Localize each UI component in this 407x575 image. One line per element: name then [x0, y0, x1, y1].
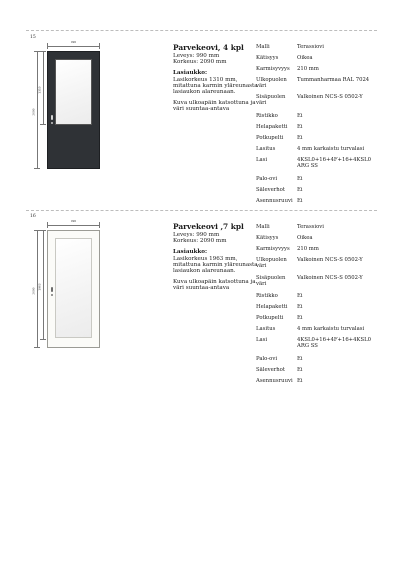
spec-value: Terassiovi: [297, 44, 324, 50]
glazing-text: Lasikorkeus 1963 mm, mitattuna karmin yläreunasta lasiaukon alareunaan.: [173, 255, 258, 275]
spec-label: Karmisyvyys: [256, 66, 290, 72]
door-drawing: [31, 219, 100, 348]
spec-label: Malli: [256, 44, 270, 50]
spec-value: Ei: [297, 187, 303, 193]
door-leaf: [47, 230, 100, 348]
spec-label: Ristikko: [256, 293, 278, 299]
door-height: Korkeus: 2090 mm: [173, 238, 227, 245]
spec-value: 210 mm: [297, 66, 319, 72]
spec-value: Oikea: [297, 55, 313, 61]
glass-height-label: 1963: [37, 283, 42, 291]
door-summary: [173, 223, 265, 292]
spec-value: 4 mm karkaistu turvalasi: [297, 146, 365, 152]
spec-label: Asennusruuvi: [256, 198, 293, 204]
spec-value: Ei: [297, 113, 303, 119]
spec-label: Kätisyys: [256, 55, 279, 61]
glazing-text: Lasikorkeus 1310 mm, mitattuna karmin yläreunasta lasiaukon alareunaan.: [173, 76, 258, 96]
spec-label: Lasi: [256, 157, 268, 163]
glazing-heading: Lasiaukko:: [173, 70, 208, 77]
spec-label: Helapaketti: [256, 124, 288, 130]
spec-label: Ristikko: [256, 113, 278, 119]
item-number: 15: [30, 35, 36, 40]
spec-value: Ei: [297, 378, 303, 384]
keyhole-icon: [51, 294, 53, 296]
glass-height-dimension: [39, 51, 47, 125]
height-dimension-label: 2090: [31, 287, 36, 295]
spec-value: Ei: [297, 124, 303, 130]
glazing-heading: Lasiaukko:: [173, 249, 208, 256]
spec-value: 210 mm: [297, 246, 319, 252]
width-dimension-label: 990: [70, 219, 77, 223]
height-dimension-label: 2090: [31, 108, 36, 116]
width-dimension: [47, 220, 100, 228]
door-title: Parvekeovi ,7 kpl: [173, 222, 244, 231]
item-number: 16: [30, 214, 36, 219]
spec-value: Ei: [297, 293, 303, 299]
spec-value: 4KSL0+16+4F+16+4KSL0 ARG SS: [297, 337, 371, 349]
door-title: Parvekeovi, 4 kpl: [173, 43, 244, 52]
spec-label: Lasitus: [256, 146, 276, 152]
spec-label: Asennusruuvi: [256, 378, 293, 384]
glass-height-label: 1310: [37, 86, 42, 94]
spec-value: Ei: [297, 135, 303, 141]
spec-label: Potkupelti: [256, 315, 284, 321]
spec-value: Tummanharmaa RAL 7024: [297, 77, 370, 83]
spec-value: Ei: [297, 356, 303, 362]
section-divider: [26, 210, 377, 211]
door-drawing: [31, 40, 100, 169]
door-height: Korkeus: 2090 mm: [173, 59, 227, 66]
spec-value: Valkoinen NCS-S 0502-Y: [297, 275, 363, 281]
width-dimension-label: 990: [70, 40, 77, 44]
spec-value: Oikea: [297, 235, 313, 241]
door-width: Leveys: 990 mm: [173, 232, 220, 238]
spec-label: Karmisyvyys: [256, 246, 290, 252]
door-width: Leveys: 990 mm: [173, 53, 220, 59]
spec-label: Sisäpuolen väri: [256, 275, 286, 287]
door-glass-panel-icon: [55, 59, 92, 125]
spec-label: Palo-ovi: [256, 356, 278, 362]
door-handle-icon: [51, 287, 53, 292]
spec-label: Potkupelti: [256, 135, 284, 141]
door-glass-panel-icon: [55, 238, 92, 338]
glass-height-dimension: [39, 230, 47, 340]
spec-value: Ei: [297, 176, 303, 182]
spec-label: Säleverhot: [256, 367, 286, 373]
spec-value: Ei: [297, 198, 303, 204]
spec-label: Ulkopuolen väri: [256, 257, 287, 269]
spec-value: Terassiovi: [297, 224, 324, 230]
spec-value: Ei: [297, 304, 303, 310]
keyhole-icon: [51, 122, 53, 124]
spec-value: 4 mm karkaistu turvalasi: [297, 326, 365, 332]
spec-value: Ei: [297, 367, 303, 373]
door-leaf: [47, 51, 100, 169]
spec-label: Palo-ovi: [256, 176, 278, 182]
view-note: Kuva ulkoapäin katsottuna ja väri suuntaa-antava: [173, 279, 256, 292]
spec-label: Sisäpuolen väri: [256, 94, 286, 106]
spec-label: Lasi: [256, 337, 268, 343]
spec-label: Säleverhot: [256, 187, 286, 193]
spec-label: Ulkopuolen väri: [256, 77, 287, 89]
spec-label: Helapaketti: [256, 304, 288, 310]
spec-label: Lasitus: [256, 326, 276, 332]
view-note: Kuva ulkoapäin katsottuna ja väri suuntaa-antava: [173, 100, 256, 113]
spec-value: Ei: [297, 315, 303, 321]
width-dimension: [47, 41, 100, 49]
spec-value: 4KSL0+16+4F+16+4KSL0 ARG SS: [297, 157, 371, 169]
spec-value: Valkoinen NCS-S 0502-Y: [297, 257, 363, 263]
spec-label: Kätisyys: [256, 235, 279, 241]
spec-label: Malli: [256, 224, 270, 230]
door-handle-icon: [51, 115, 53, 120]
door-summary: [173, 44, 265, 113]
section-divider: [26, 30, 377, 31]
spec-value: Valkoinen NCS-S 0502-Y: [297, 94, 363, 100]
